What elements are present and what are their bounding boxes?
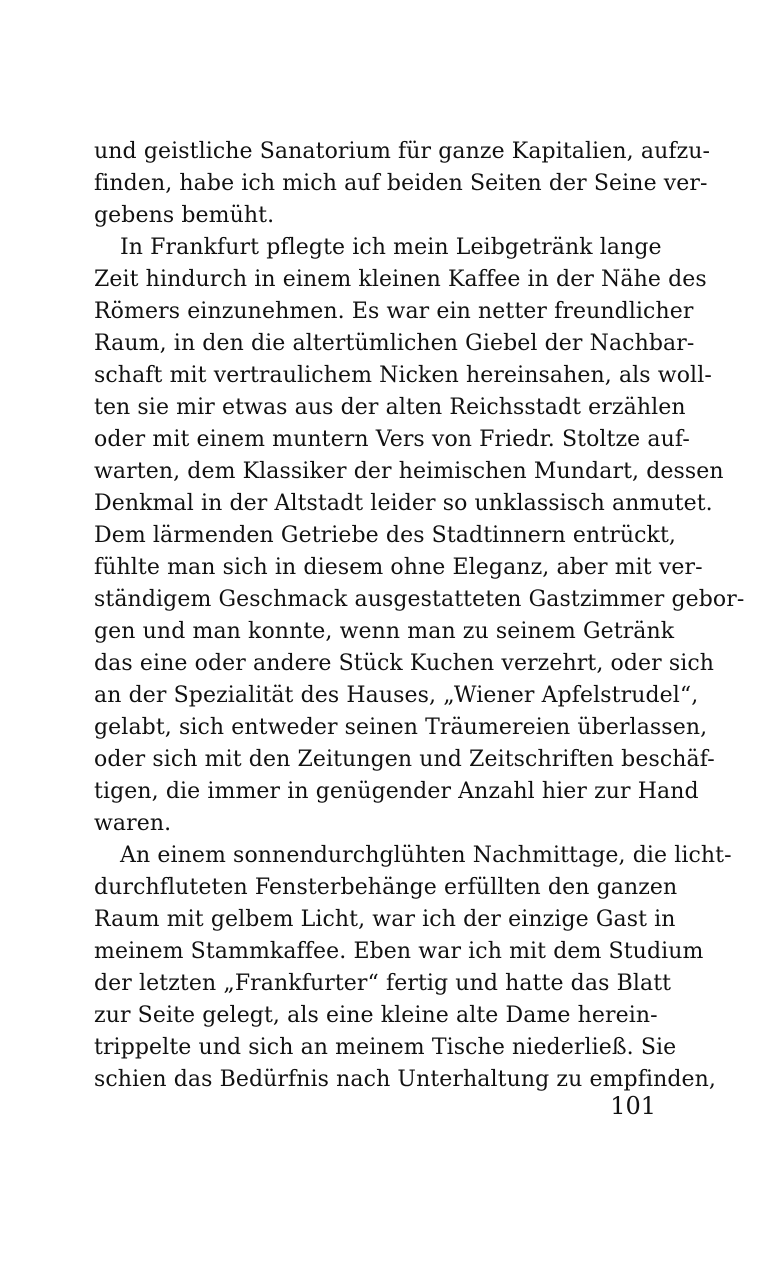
text-line: gen und man konnte, wenn man zu seinem Getränk	[94, 619, 675, 644]
text-line: oder mit einem muntern Vers von Friedr. Stoltze auf-	[94, 427, 690, 452]
text-line: das eine oder andere Stück Kuchen verzehrt, oder sich	[94, 651, 715, 676]
text-line: Denkmal in der Altstadt leider so unklassisch anmutet.	[94, 491, 713, 516]
text-line: tigen, die immer in genügender Anzahl hier zur Hand	[94, 779, 699, 804]
text-line: durchfluteten Fensterbehänge erfüllten den ganzen	[94, 875, 678, 900]
text-line: Römers einzunehmen. Es war ein netter freundlicher	[94, 299, 694, 324]
text-line: fühlte man sich in diesem ohne Eleganz, aber mit ver-	[94, 555, 703, 580]
text-line: meinem Stammkaffee. Eben war ich mit dem Studium	[94, 939, 704, 964]
text-line: zur Seite gelegt, als eine kleine alte Dame herein-	[94, 1003, 658, 1028]
page-number: 101	[610, 1092, 656, 1120]
paragraph-first-line: An einem sonnendurchglühten Nachmittage, die licht-	[120, 843, 732, 868]
text-line: trippelte und sich an meinem Tische niederließ. Sie	[94, 1035, 677, 1060]
text-line: der letzten „Frankfurter“ fertig und hatte das Blatt	[94, 971, 672, 996]
text-line: oder sich mit den Zeitungen und Zeitschriften beschäf-	[94, 747, 715, 772]
text-line: ten sie mir etwas aus der alten Reichsstadt erzählen	[94, 395, 686, 420]
text-line: warten, dem Klassiker der heimischen Mundart, dessen	[94, 459, 724, 484]
text-line: an der Spezialität des Hauses, „Wiener Apfelstrudel“,	[94, 683, 699, 708]
text-line: Raum, in den die altertümlichen Giebel der Nachbar-	[94, 331, 695, 356]
text-line: finden, habe ich mich auf beiden Seiten der Seine ver-	[94, 171, 708, 196]
text-line: ständigem Geschmack ausgestatteten Gastzimmer gebor-	[94, 587, 745, 612]
paragraph-first-line: In Frankfurt pflegte ich mein Leibgetränk lange	[120, 235, 662, 260]
text-line: und geistliche Sanatorium für ganze Kapitalien, aufzu-	[94, 139, 711, 164]
text-line: Zeit hindurch in einem kleinen Kaffee in der Nähe des	[94, 267, 707, 292]
text-line: gelabt, sich entweder seinen Träumereien überlassen,	[94, 715, 708, 740]
text-line: gebens bemüht.	[94, 203, 275, 228]
text-line: Dem lärmenden Getriebe des Stadtinnern entrückt,	[94, 523, 677, 548]
text-line: schaft mit vertraulichem Nicken hereinsahen, als woll-	[94, 363, 712, 388]
text-line: waren.	[94, 811, 172, 836]
text-line: Raum mit gelbem Licht, war ich der einzige Gast in	[94, 907, 676, 932]
text-line: schien das Bedürfnis nach Unterhaltung zu empfinden,	[94, 1067, 717, 1092]
